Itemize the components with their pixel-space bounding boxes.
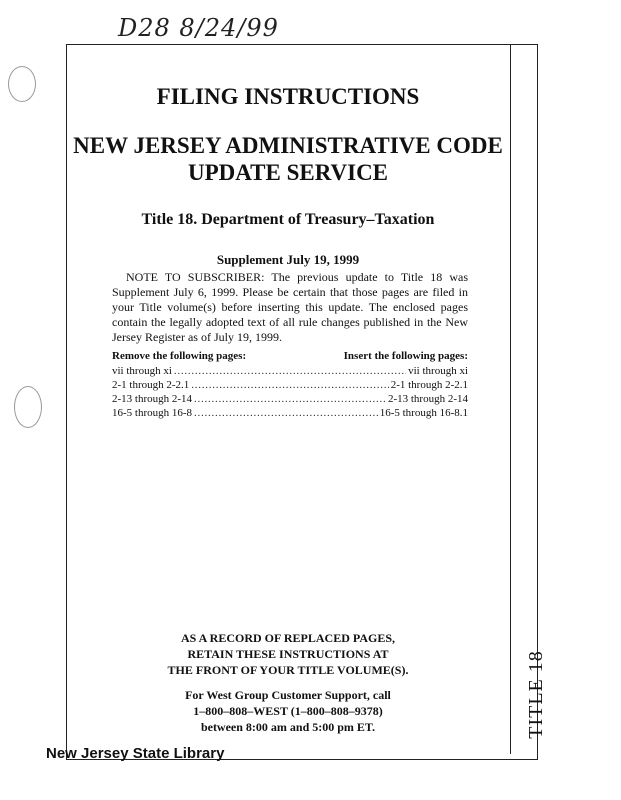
table-row [112, 407, 468, 421]
page-title: FILING INSTRUCTIONS [156, 84, 420, 109]
insert-pages: 2-1 through 2-2.1 [390, 379, 468, 391]
department-subtitle: Title 18. Department of Treasury–Taxation [141, 211, 435, 228]
code-title-line2: UPDATE SERVICE [187, 160, 389, 185]
table-row [112, 365, 468, 379]
dot-leader [191, 379, 388, 391]
library-stamp: New Jersey State Library [46, 745, 225, 762]
record-notice [66, 630, 510, 678]
note-text: The previous update to Title 18 was Supplement July 6, 1999. Please be certain that those pages are filed in your Title volume(s) before inserting this update. The enclosed pages contain the legally adopted text of all rule changes published in the New Jersey Register as of July 19, 1999. [112, 270, 469, 344]
remove-pages: 2-1 through 2-2.1 [112, 379, 190, 391]
record-line3: THE FRONT OF YOUR TITLE VOLUME(S). [167, 663, 409, 677]
remove-pages: 2-13 through 2-14 [112, 393, 193, 405]
insert-pages: 16-5 through 16-8.1 [379, 407, 468, 419]
record-line1: AS A RECORD OF REPLACED PAGES, [180, 631, 396, 645]
note-lead: NOTE TO SUBSCRIBER: [126, 270, 265, 284]
table-row [112, 379, 468, 393]
record-line2: RETAIN THESE INSTRUCTIONS AT [187, 647, 389, 661]
page-replacement-table [112, 350, 468, 421]
support-phone: 1–800–808–WEST (1–800–808–9378) [193, 704, 383, 718]
punch-hole-top [8, 66, 36, 102]
remove-pages: 16-5 through 16-8 [112, 407, 193, 419]
title-tab [506, 644, 566, 744]
punch-hole-middle [14, 386, 42, 428]
dot-leader [194, 393, 386, 405]
supplement-date: Supplement July 19, 1999 [216, 252, 360, 267]
code-title [66, 132, 510, 186]
dot-leader [174, 365, 406, 377]
support-hours: between 8:00 am and 5:00 pm ET. [200, 720, 376, 734]
handwritten-note: D28 8/24/99 [118, 14, 279, 42]
insert-header: Insert the following pages: [343, 350, 468, 362]
dot-leader [194, 407, 378, 419]
insert-pages: vii through xi [408, 365, 468, 377]
customer-support [66, 687, 510, 735]
remove-pages: vii through xi [112, 365, 172, 377]
code-title-line1: NEW JERSEY ADMINISTRATIVE CODE [73, 133, 503, 158]
remove-header: Remove the following pages: [112, 350, 247, 362]
insert-pages: 2-13 through 2-14 [387, 393, 468, 405]
table-header [112, 350, 468, 365]
subscriber-note [112, 270, 468, 345]
title-tab-label: TITLE 18 [524, 649, 547, 739]
support-line1: For West Group Customer Support, call [185, 688, 391, 702]
table-row [112, 393, 468, 407]
